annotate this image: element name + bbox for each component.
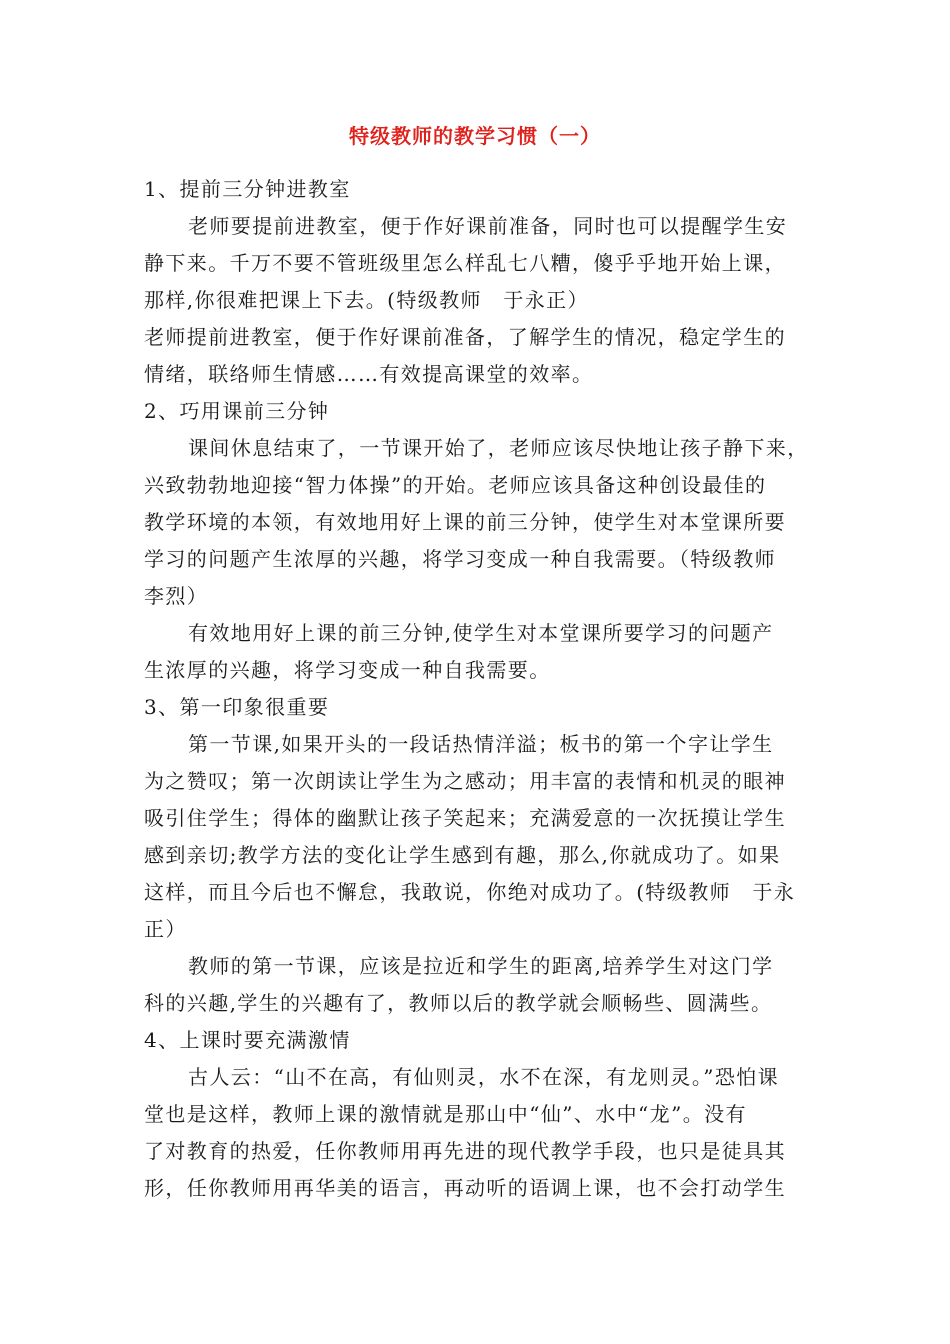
text-line: 有效地用好上课的前三分钟,使学生对本堂课所要学习的问题产 xyxy=(188,621,774,645)
text-line: 第一节课,如果开头的一段话热情洋溢；板书的第一个字让学生 xyxy=(188,732,774,756)
document-title: 特级教师的教学习惯（一） xyxy=(349,124,601,148)
text-line: 为之赞叹；第一次朗读让学生为之感动；用丰富的表情和机灵的眼神 xyxy=(144,769,786,793)
text-line: 老师提前进教室，便于作好课前准备，了解学生的情况，稳定学生的 xyxy=(144,325,786,349)
document-body xyxy=(144,171,812,1207)
text-line: 老师要提前进教室，便于作好课前准备，同时也可以提醒学生安 xyxy=(188,214,788,238)
text-line: 了对教育的热爱，任你教师用再先进的现代教学手段，也只是徒具其 xyxy=(144,1139,786,1163)
text-line: 教学环境的本领，有效地用好上课的前三分钟，使学生对本堂课所要 xyxy=(144,510,786,534)
text-line: 4、上课时要充满激情 xyxy=(144,1028,351,1052)
text-line: 兴致勃勃地迎接“智力体操”的开始。老师应该具备这种创设最佳的 xyxy=(144,473,767,497)
text-line: 形，任你教师用再华美的语言，再动听的语调上课，也不会打动学生 xyxy=(144,1176,786,1200)
text-line: 那样,你很难把课上下去。(特级教师 于永正） xyxy=(144,288,589,312)
text-line: 学习的问题产生浓厚的兴趣，将学习变成一种自我需要。（特级教师 xyxy=(144,547,776,571)
text-line: 感到亲切;教学方法的变化让学生感到有趣，那么,你就成功了。如果 xyxy=(144,843,781,867)
text-line: 2、巧用课前三分钟 xyxy=(144,399,330,423)
text-line: 李烈） xyxy=(144,584,209,608)
text-line: 科的兴趣,学生的兴趣有了，教师以后的教学就会顺畅些、圆满些。 xyxy=(144,991,773,1015)
text-line: 教师的第一节课，应该是拉近和学生的距离,培养学生对这门学 xyxy=(188,954,774,978)
text-line: 情绪，联络师生情感……有效提高课堂的效率。 xyxy=(144,362,594,386)
text-line: 课间休息结束了，一节课开始了，老师应该尽快地让孩子静下来， xyxy=(188,436,809,460)
text-line: 生浓厚的兴趣，将学习变成一种自我需要。 xyxy=(144,658,551,682)
text-line: 吸引住学生；得体的幽默让孩子笑起来；充满爱意的一次抚摸让学生 xyxy=(144,806,786,830)
text-line: 这样，而且今后也不懈怠，我敢说，你绝对成功了。(特级教师 于永 xyxy=(144,880,796,904)
text-line: 古人云：“山不在高，有仙则灵，水不在深，有龙则灵。”恐怕课 xyxy=(188,1065,780,1089)
text-line: 静下来。千万不要不管班级里怎么样乱七八糟，傻乎乎地开始上课， xyxy=(144,251,786,275)
text-line: 堂也是这样，教师上课的激情就是那山中“仙”、水中“龙”。没有 xyxy=(144,1102,747,1126)
text-line: 3、第一印象很重要 xyxy=(144,695,330,719)
text-line: 1、提前三分钟进教室 xyxy=(144,177,351,201)
text-line: 正） xyxy=(144,917,187,941)
